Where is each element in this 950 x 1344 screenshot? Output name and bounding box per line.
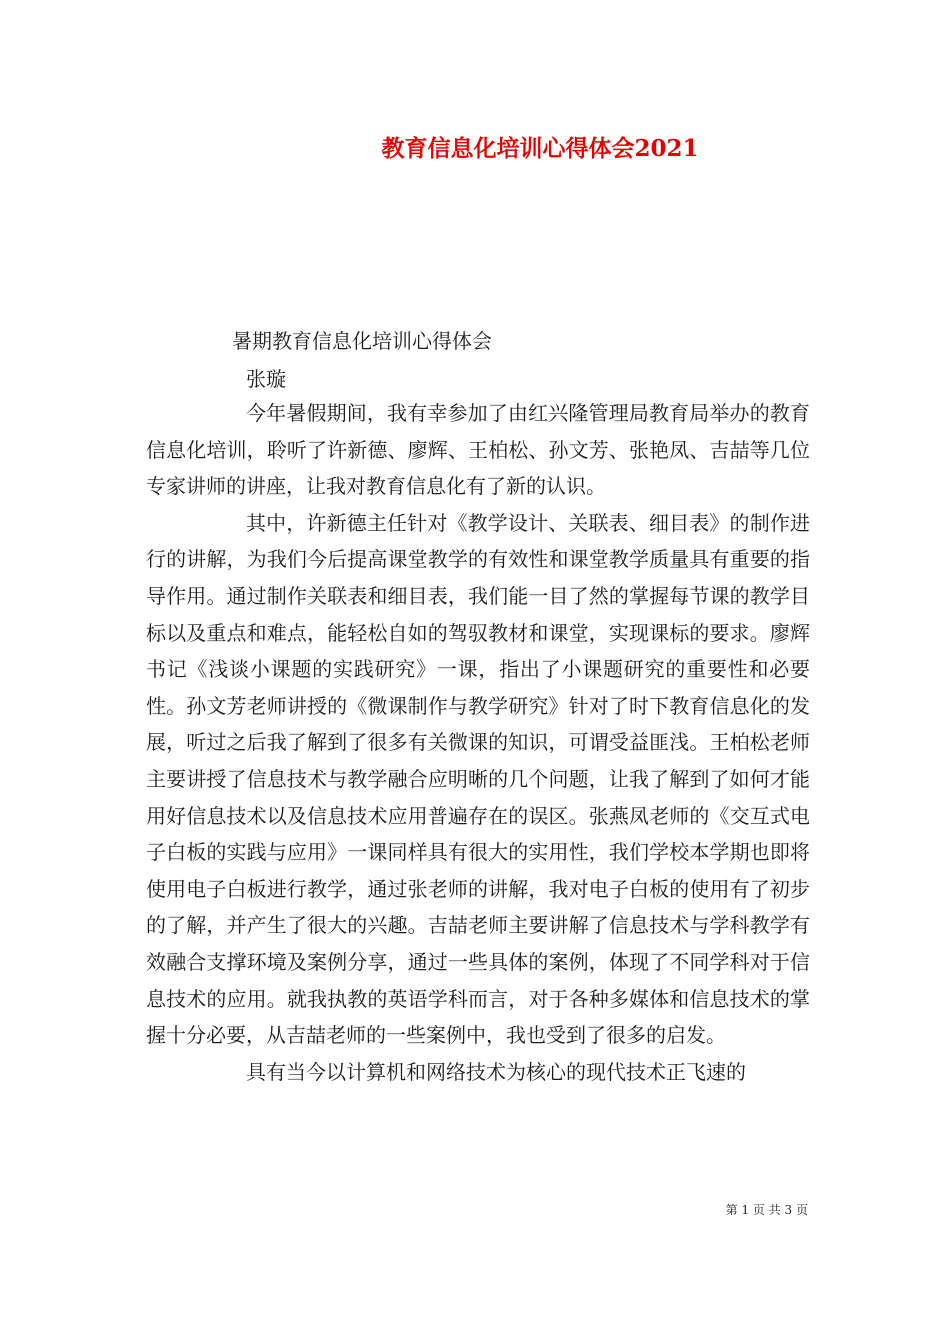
paragraph-3: 具有当今以计算机和网络技术为核心的现代技术正飞速的 [246,1059,746,1084]
paragraph-1: 今年暑假期间，我有幸参加了由红兴隆管理局教育局举办的教育信息化培训，聆听了许新德、廖辉、王柏松、孙文芳、张艳凤、吉喆等几位专家讲师的讲座，让我对教育信息化有了新的认识。 [146,401,810,499]
article-subtitle: 暑期教育信息化培训心得体会 [232,329,492,353]
paragraph-2: 其中，许新德主任针对《教学设计、关联表、细目表》的制作进行的讲解，为我们今后提高课堂教学的有效性和课堂教学质量具有重要的指导作用。通过制作关联表和细目表，我们能一目了然的掌握每节课的教学目标以及重点和难点，能轻松自如的驾驭教材和课堂，实现课标的要求。廖辉书记《浅谈小课题的实践研究》一课，指出了小课题研究的重要性和必要性。孙文芳老师讲授的《微课制作与教学研究》针对了时下教育信息化的发展，听过之后我了解到了很多有关微课的知识，可谓受益匪浅。王柏松老师主要讲授了信息技术与教学融合应明晰的几个问题，让我了解到了如何才能用好信息技术以及信息技术应用普遍存在的误区。张燕凤老师的《交互式电子白板的实践与应用》一课同样具有很大的实用性，我们学校本学期也即将使用电子白板进行教学，通过张老师的讲解，我对电子白板的使用有了初步的了解，并产生了很大的兴趣。吉喆老师主要讲解了信息技术与学科教学有效融合支撑环境及案例分享，通过一些具体的案例，体现了不同学科对于信息技术的应用。就我执教的英语学科而言，对于各种多媒体和信息技术的掌握十分必要，从吉喆老师的一些案例中，我也受到了很多的启发。 [146,510,810,1048]
article-body [146,395,810,1090]
page-number-footer: 第 1 页 共 3 页 [725,1203,808,1217]
article-author: 张璇 [246,367,286,391]
document-title: 教育信息化培训心得体会2021 [381,135,699,162]
